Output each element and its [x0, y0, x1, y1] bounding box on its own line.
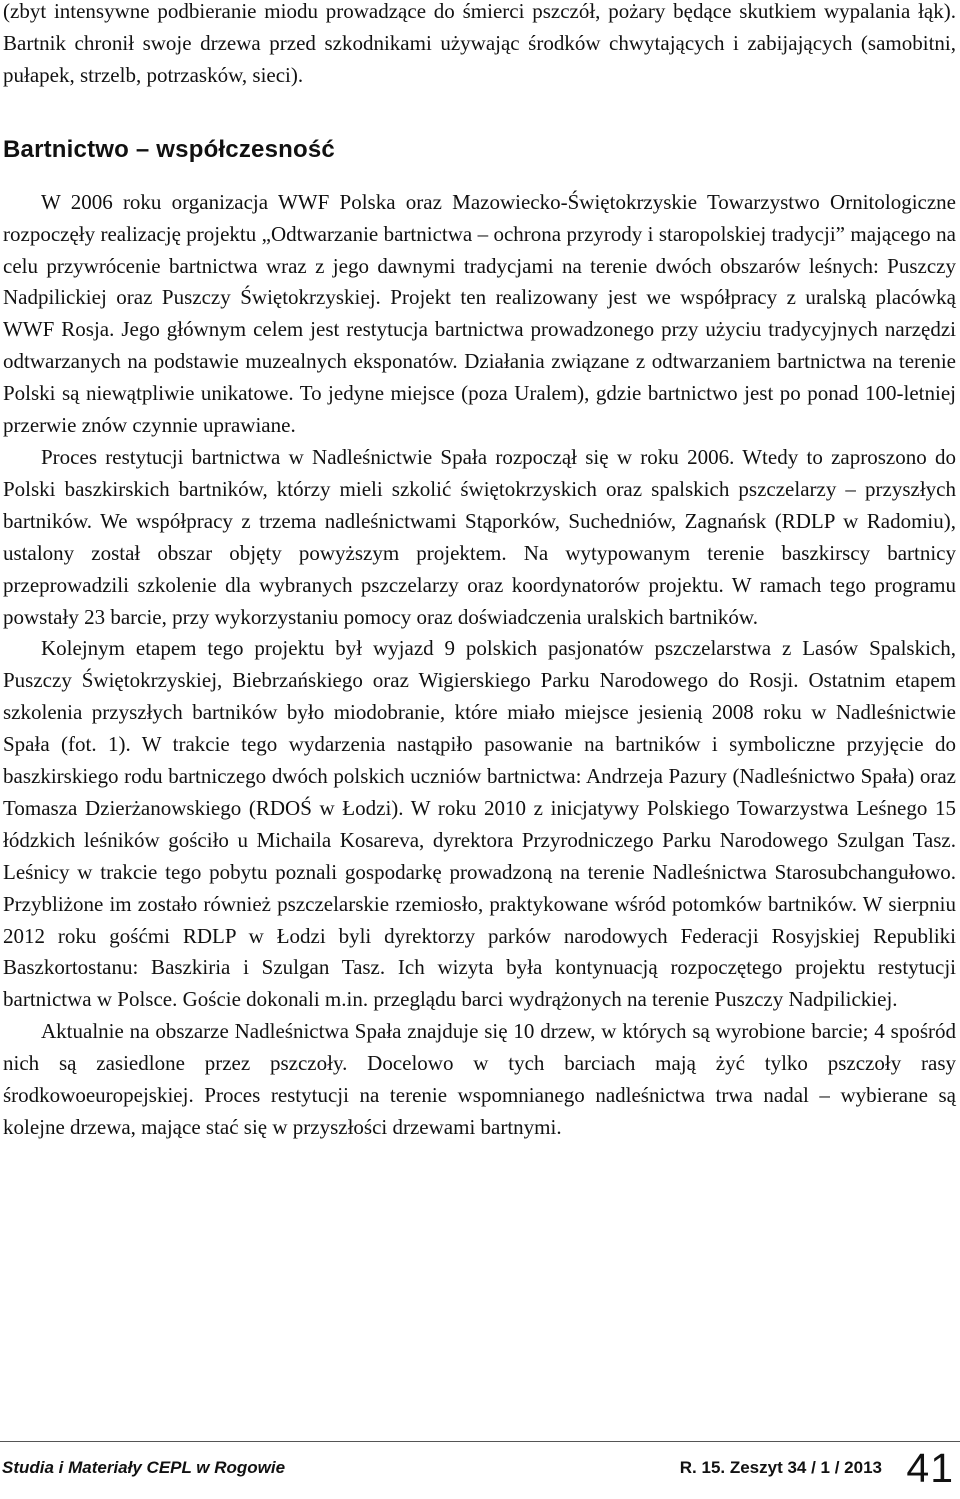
body-paragraph-3: Kolejnym etapem tego projektu był wyjazd 9 polskich pasjonatów pszczelarstwa z Lasów Spalskich, Puszczy Świętokrzyskiej, Biebrzańskiego oraz Wigierskiego Parku Narodowego do Rosji. Ostatnim etapem szkolenia przyszłych bartników było miodobranie, które miało miejsce jesienią 2008 roku w Nadleśnictwie Spała (fot. 1). W trakcie tego wydarzenia nastąpiło pasowanie na bartników i symboliczne przyjęcie do baszkirskiego rodu bartniczego dwóch polskich uczniów bartnictwa: Andrzeja Pazury (Nadleśnictwo Spała) oraz Tomasza Dzierżanowskiego (RDOŚ w Łodzi). W roku 2010 z inicjatywy Polskiego Towarzystwa Leśnego 15 łódzkich leśników gościło u Michaila Kosareva, dyrektora Przyrodniczego Parku Narodowego Szulgan Tasz. Leśnicy w trakcie tego pobytu poznali gospodarkę prowadzoną na terenie Nadleśnictwa Starosubchangułowo. Przybliżone im zostało również pszczelarskie rzemiosło, praktykowane wśród potomków bartników. W sierpniu 2012 roku gośćmi RDLP w Łodzi byli dyrektorzy parków narodowych Federacji Rosyjskiej Republiki Baszkortostanu: Baszkiria i Szulgan Tasz. Ich wizyta była kontynuacją rozpoczętego projektu restytucji bartnictwa w Polsce. Goście dokonali m.in. przeglądu barci wydrążonych na terenie Puszczy Nadpilickiej. [3, 636, 956, 1012]
body-paragraph-4: Aktualnie na obszarze Nadleśnictwa Spała znajduje się 10 drzew, w których są wyrobione barcie; 4 spośród nich są zasiedlone przez pszczoły. Docelowo w tych barciach mają żyć tylko pszczoły rasy środkowoeuropejskiej. Proces restytucji na terenie wspomnianego nadleśnictwa trwa nadal – wybierane są kolejne drzewa, mające stać się w przyszłości drzewami bartnymi. [3, 1019, 956, 1139]
journal-name: Studia i Materiały CEPL w Rogowie [2, 1458, 286, 1477]
intro-paragraph: (zbyt intensywne podbieranie miodu prowadzące do śmierci pszczół, pożary będące skutkiem wypalania łąk). Bartnik chronił swoje drzewa przed szkodnikami używając środków chwytających i zabijających (samobitni, pułapek, strzelb, potrzasków, sieci). [3, 0, 956, 87]
body-paragraph-1: W 2006 roku organizacja WWF Polska oraz Mazowiecko-Świętokrzyskie Towarzystwo Ornitologiczne rozpoczęły realizację projektu „Odtwarzanie bartnictwa – ochrona przyrody i staropolskiej tradycji” mającego na celu przywrócenie bartnictwa wraz z jego dawnymi tradycjami na terenie dwóch obszarów leśnych: Puszczy Nadpilickiej oraz Puszczy Świętokrzyskiej. Projekt ten realizowany jest we współpracy z uralską placówką WWF Rosja. Jego głównym celem jest restytucja bartnictwa prowadzonego przy użyciu tradycyjnych narzędzi odtwarzanych na podstawie muzealnych eksponatów. Działania związane z odtwarzaniem bartnictwa na terenie Polski są niewątpliwie unikatowe. To jedyne miejsce (poza Uralem), gdzie bartnictwo jest po ponad 100-letniej przerwie znów czynnie uprawiane. [3, 189, 956, 438]
section-heading: Bartnictwo – współczesność [3, 135, 335, 163]
article-body [3, 0, 956, 1144]
page-number: 41 [906, 1445, 954, 1491]
footer-divider [0, 1441, 960, 1442]
body-paragraph-2: Proces restytucji bartnictwa w Nadleśnictwie Spała rozpoczął się w roku 2006. Wtedy to zaproszono do Polski baszkirskich bartników, którzy mieli szkolić świętokrzyskich oraz spalskich pszczelarzy – przyszłych bartników. We współpracy z trzema nadleśnictwami Stąporków, Suchedniów, Zagnańsk (RDLP w Radomiu), ustalony został obszar objęty powyższym projektem. Na wytypowanym terenie baszkirscy bartnicy przeprowadzili szkolenie dla wybranych pszczelarzy oraz koordynatorów projektu. W ramach tego programu powstały 23 barcie, przy wykorzystaniu pomocy oraz doświadczenia uralskich bartników. [3, 444, 956, 629]
issue-info: R. 15. Zeszyt 34 / 1 / 2013 [679, 1458, 882, 1477]
